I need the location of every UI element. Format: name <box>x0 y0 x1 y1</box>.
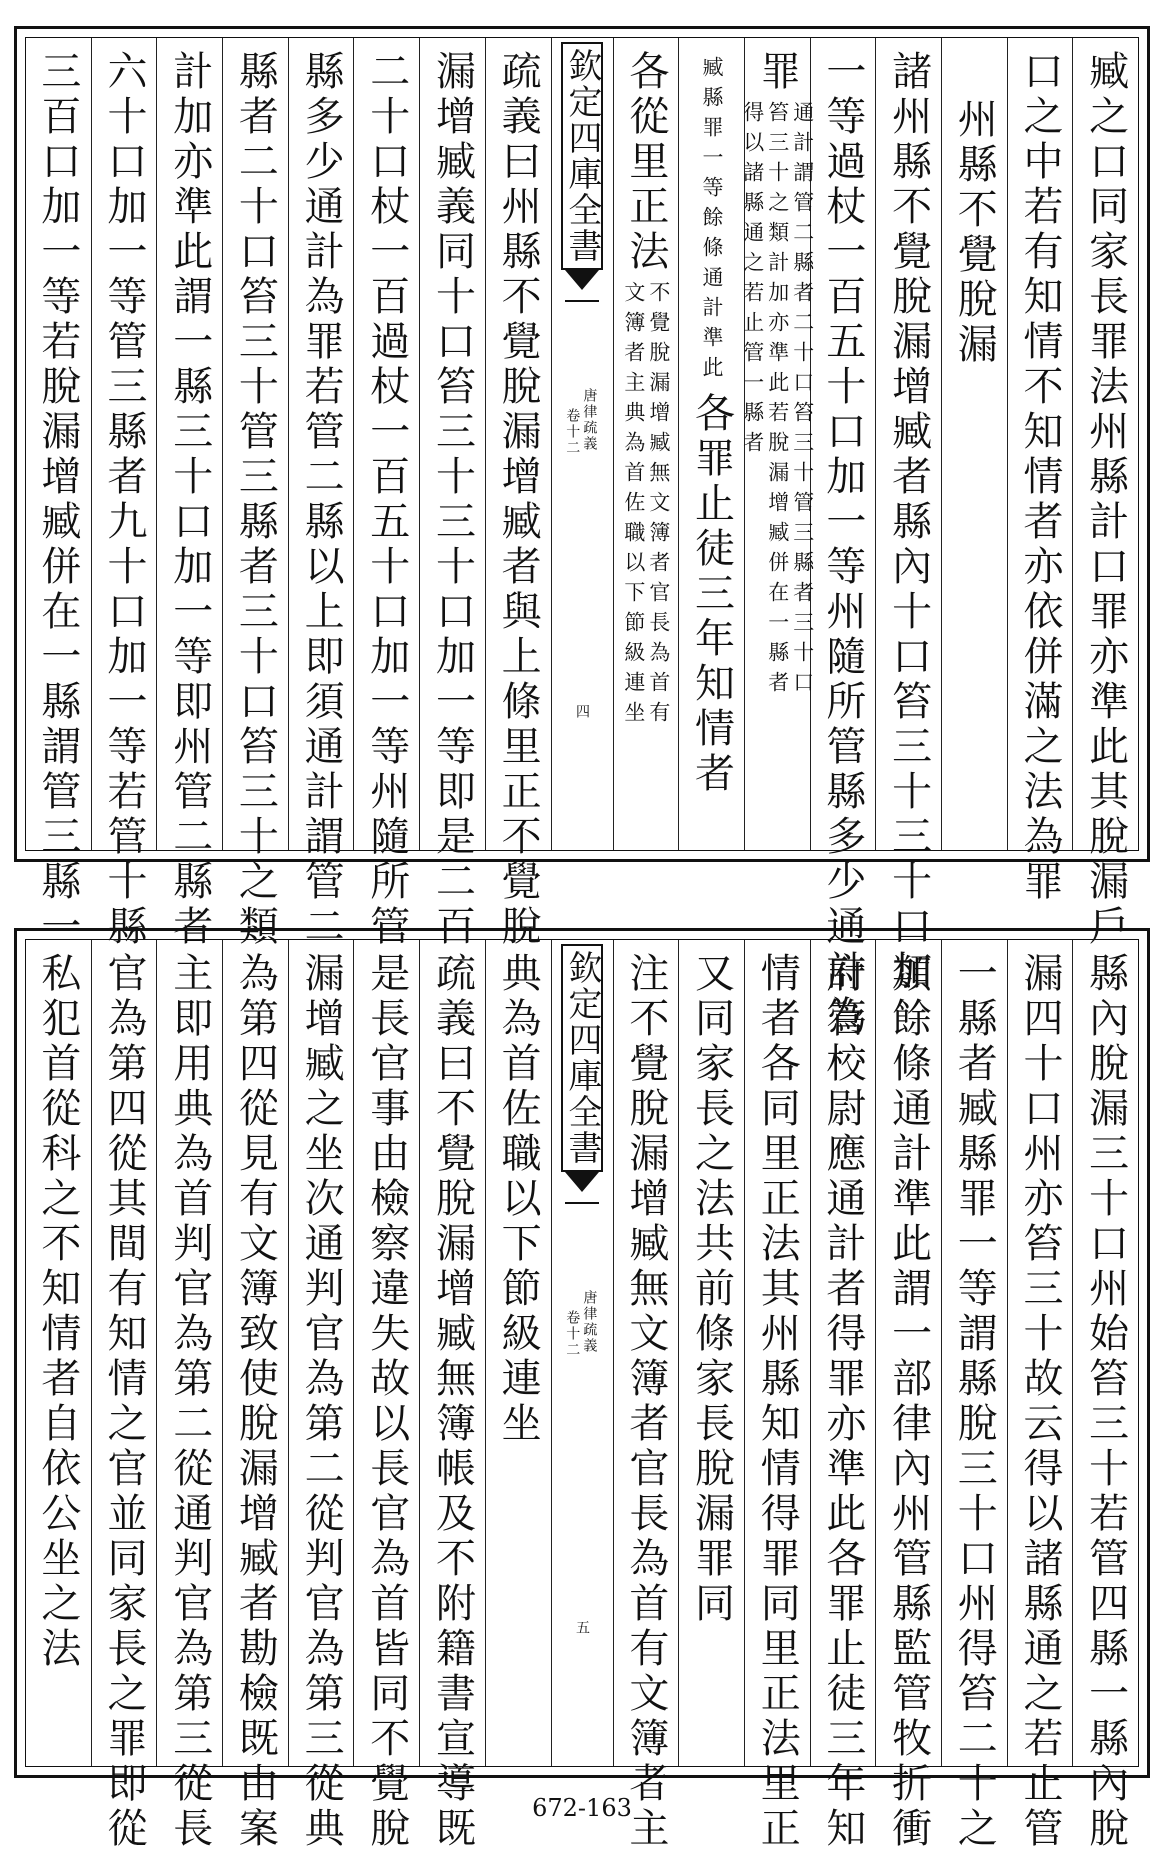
top-column <box>875 38 941 995</box>
top-mixed-column <box>679 50 744 797</box>
bottom-column-text: 府管校尉應通計者得罪亦準此各罪止徒三年知 <box>819 952 866 1852</box>
top-commentary-note: 文簿者主典為首佐職以下節級連坐 <box>621 281 646 731</box>
top-commentary-pair <box>623 281 669 731</box>
top-column-text: 六十口加一等管三縣者九十口加一等若管十縣 <box>101 50 148 950</box>
bottom-column-text: 疏義曰不覺脫漏增臧無簿帳及不附籍書宣導既 <box>429 952 476 1852</box>
bottom-column <box>485 940 551 1766</box>
bottom-column-text: 官為第四從其間有知情之官並同家長之罪即從 <box>101 952 148 1852</box>
upper-page-inner-border <box>25 37 1139 1040</box>
bottom-column-text: 漏增臧之坐次通判官為第二從判官為第三從典 <box>298 952 345 1852</box>
bottom-column <box>875 940 941 1852</box>
bottom-column <box>1007 940 1073 1852</box>
top-center-spine <box>551 38 613 850</box>
top-column-text: 縣者二十口笞三十管三縣者三十口笞三十之類 <box>232 50 279 950</box>
bottom-column <box>1072 940 1138 1852</box>
top-column-text: 一等過杖一百五十口加一等州隨所管縣多少通計為 <box>819 50 866 1040</box>
top-column-text: 諸州縣不覺脫漏增臧者縣內十口笞三十三十口加 <box>885 50 932 995</box>
bottom-column <box>156 940 222 1852</box>
top-center-volume: 卷十二 <box>564 408 581 456</box>
top-column <box>1072 38 1138 950</box>
top-column <box>222 38 288 950</box>
top-column-text: 三百口加一等若脫漏增臧併在一縣謂管三縣一 <box>34 50 81 950</box>
top-column <box>941 38 1007 850</box>
bottom-fish-tail-ornament <box>565 1172 599 1204</box>
top-mixed-column <box>740 50 815 701</box>
top-column <box>613 38 679 850</box>
top-column-text: 口之中若有知情不知情者亦依併滿之法為罪 <box>1016 50 1063 905</box>
upper-page-columns <box>26 38 1138 1040</box>
bottom-center-book-name: 唐律疏義 <box>581 1290 598 1354</box>
top-column-text: 二十口杖一百過杖一百五十口加一等州隨所管 <box>363 50 410 950</box>
top-column <box>485 38 551 950</box>
top-book-title: 欽定四庫全書 <box>561 42 603 270</box>
bottom-center-folio: 五 <box>574 1620 590 1636</box>
top-fish-tail-ornament <box>565 270 599 302</box>
top-commentary-note: 通計謂管二縣者二十口笞三十管三縣者三十口 <box>790 101 815 701</box>
bottom-column <box>353 940 419 1852</box>
bottom-column-text: 類餘條通計準此謂一部律內州管縣監管牧折衝 <box>885 952 932 1852</box>
top-column-lead-text: 罪 <box>754 50 801 95</box>
top-column-lead-text: 各從里正法 <box>622 50 669 275</box>
bottom-column <box>25 940 91 1766</box>
bottom-column <box>613 940 679 1852</box>
bottom-column-text: 注不覺脫漏增臧無文簿者官長為首有文簿者主 <box>622 952 669 1852</box>
bottom-center-spine <box>551 940 613 1766</box>
top-center-folio: 四 <box>574 704 590 720</box>
upper-page-frame <box>14 26 1150 1040</box>
top-column <box>353 38 419 950</box>
page-number: 672-163 <box>532 1794 632 1822</box>
bottom-column-text: 為第四從見有文簿致使脫漏增臧者勘檢既由案 <box>232 952 279 1852</box>
top-section-heading: 州縣不覺脫漏 <box>951 98 998 368</box>
bottom-column-text: 一縣者臧縣罪一等謂縣脫三十口州得笞二十之 <box>951 952 998 1852</box>
top-column-text: 縣多少通計為罪若管二縣以上即須通計謂管二 <box>298 50 345 950</box>
top-commentary-note: 不覺脫漏增臧無文簿者官長為首有 <box>646 281 671 731</box>
top-column <box>810 38 876 1040</box>
bottom-column <box>941 940 1007 1852</box>
top-mixed-column <box>614 50 679 731</box>
bottom-column-text: 情者各同里正法其州縣知情得罪同里正法里正 <box>754 952 801 1852</box>
bottom-book-title: 欽定四庫全書 <box>561 944 603 1172</box>
top-column <box>25 38 91 950</box>
top-column <box>91 38 157 950</box>
top-column-trailing-text: 各罪止徒三年知情者 <box>688 392 735 797</box>
bottom-column <box>744 940 810 1852</box>
bottom-column-text: 私犯首從科之不知情者自依公坐之法 <box>34 952 81 1672</box>
bottom-column-text: 主即用典為首判官為第二從通判官為第三從長 <box>166 952 213 1852</box>
top-column <box>288 38 354 950</box>
bottom-column-text: 漏四十口州亦笞三十故云得以諸縣通之若止管 <box>1016 952 1063 1852</box>
top-column <box>419 38 485 950</box>
top-commentary-note: 臧縣罪一等餘條通計準此 <box>700 56 725 386</box>
top-column <box>156 38 222 950</box>
top-column-text: 計加亦準此謂一縣三十口加一等即州管二縣者 <box>166 50 213 950</box>
top-column-text: 臧之口同家長罪法州縣計口罪亦準此其脫漏戶 <box>1082 50 1129 950</box>
top-commentary-pair <box>700 56 725 386</box>
bottom-column-text: 又同家長之法共前條家長脫漏罪同 <box>688 952 735 1627</box>
bottom-column <box>288 940 354 1852</box>
bottom-column-text: 是長官事由檢察違失故以長官為首皆同不覺脫 <box>363 952 410 1852</box>
bottom-column <box>419 940 485 1852</box>
top-commentary-note: 笞三十之類計加亦準此若脫漏增臧併在一縣者 <box>765 101 790 701</box>
top-column-text: 疏義曰州縣不覺脫漏增臧者與上條里正不覺脫 <box>495 50 542 950</box>
bottom-column <box>678 940 744 1766</box>
bottom-column-text: 縣內脫漏三十口州始笞三十若管四縣一縣內脫 <box>1082 952 1129 1852</box>
top-column-text: 漏增臧義同十口笞三十三十口加一等即是二百 <box>429 50 476 950</box>
top-center-book-name: 唐律疏義 <box>581 388 598 452</box>
top-column <box>740 38 815 850</box>
top-column <box>678 38 744 850</box>
bottom-column <box>91 940 157 1852</box>
bottom-column-text: 典為首佐職以下節級連坐 <box>495 952 542 1447</box>
top-commentary-note: 得以諸縣通之若止管一縣者 <box>740 101 765 461</box>
top-column <box>1007 38 1073 905</box>
bottom-center-volume: 卷十二 <box>564 1310 581 1358</box>
top-commentary-pair <box>742 101 813 701</box>
bottom-column <box>810 940 876 1852</box>
bottom-column <box>222 940 288 1852</box>
